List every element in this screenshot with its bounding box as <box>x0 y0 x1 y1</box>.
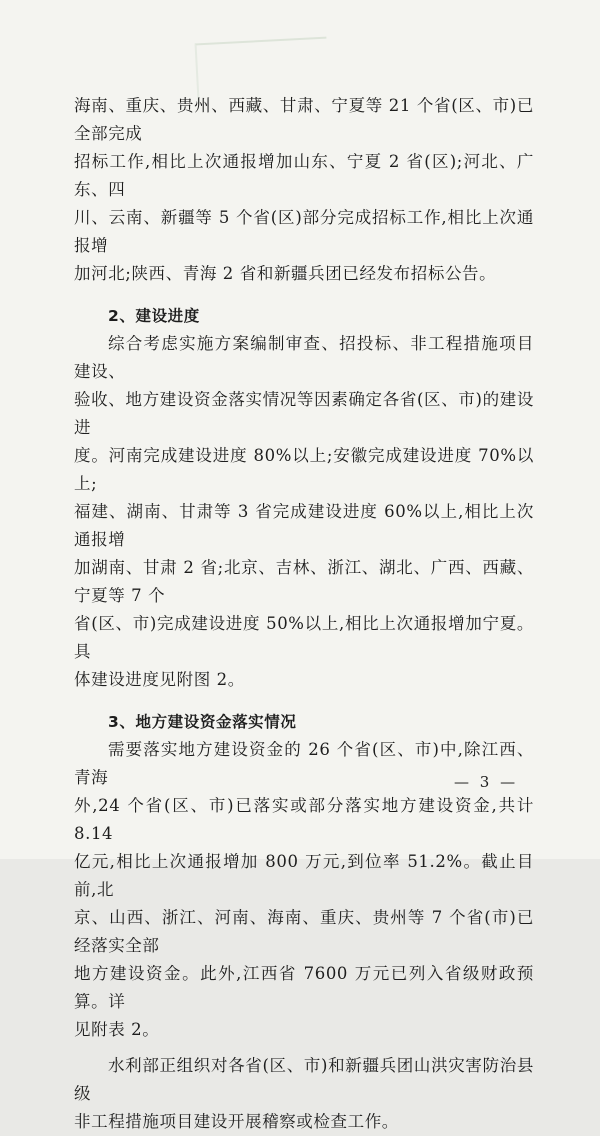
heading-construction-progress: 2、建设进度 <box>108 307 200 325</box>
paragraph-bidding-status: 海南、重庆、贵州、西藏、甘肃、宁夏等 21 个省(区、市)已全部完成 招标工作,相比上次通报增加山东、宁夏 2 省(区);河北、广东、四 川、云南、新疆等 5 个省(区)部分完成招标工作,相比上次通报增 加河北;陕西、青海 2 省和新疆兵团已经发布招标公告。 <box>74 96 534 283</box>
page-number: — 3 — <box>454 773 519 791</box>
heading-local-funding: 3、地方建设资金落实情况 <box>108 713 297 731</box>
paragraph-construction-progress: 综合考虑实施方案编制审查、招投标、非工程措施项目建设、 验收、地方建设资金落实情况等因素确定各省(区、市)的建设进 度。河南完成建设进度 80%以上;安徽完成建设进度 70%以上; 福建、湖南、甘肃等 3 省完成建设进度 60%以上,相比上次通报增 加湖南、甘肃 2 省;北京、吉林、浙江、湖北、广西、西藏、宁夏等 7 个 省(区、市)完成建设进度 50%以上,相比上次通报增加宁夏。具 体建设进度见附图 2。 <box>74 334 534 689</box>
paragraph-inspection: 水利部正组织对各省(区、市)和新疆兵团山洪灾害防治县级 非工程措施项目建设开展稽察或检查工作。 <box>74 1056 534 1131</box>
paragraph-local-funding: 需要落实地方建设资金的 26 个省(区、市)中,除江西、青海 外,24 个省(区、市)已落实或部分落实地方建设资金,共计 8.14 亿元,相比上次通报增加 800 万元,到位率 51.2%。截止目前,北 京、山西、浙江、河南、海南、重庆、贵州等 7 个省(市)已经落实全部 地方建设资金。此外,江西省 7600 万元已列入省级财政预算。详 见附表 2。 <box>74 740 534 1039</box>
document-body <box>74 92 534 1136</box>
